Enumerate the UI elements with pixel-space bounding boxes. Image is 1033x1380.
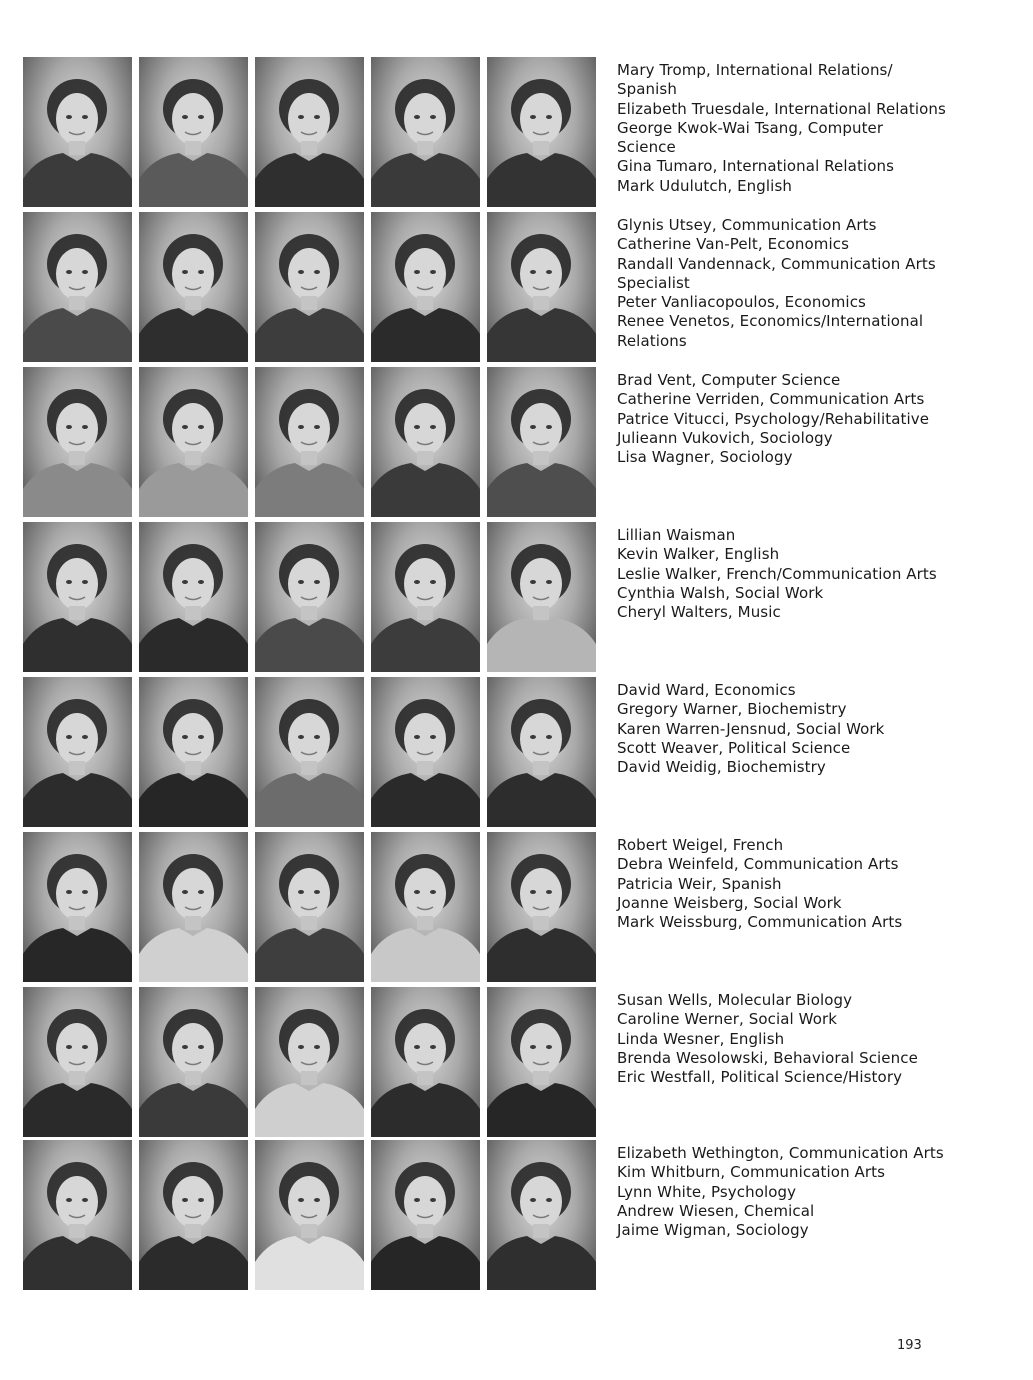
student-name-line: Gina Tumaro, International Relations	[617, 157, 894, 176]
student-name-list	[617, 836, 1027, 932]
student-name-line: Joanne Weisberg, Social Work	[617, 893, 842, 912]
student-name-line: Lynn White, Psychology	[617, 1182, 797, 1201]
student-name-list	[617, 1144, 1027, 1240]
portrait-strip	[23, 987, 603, 1137]
portrait-photo	[487, 522, 596, 672]
portrait-photo	[255, 832, 364, 982]
student-name-line: Randall Vandennack, Communication Arts	[617, 254, 936, 273]
portrait-photo	[255, 677, 364, 827]
student-name-line: Kim Whitburn, Communication Arts	[617, 1163, 886, 1182]
portrait-row	[0, 677, 1033, 827]
student-name-line: Renee Venetos, Economics/International	[617, 312, 924, 331]
portrait-row	[0, 1140, 1033, 1290]
student-name-line: Brad Vent, Computer Science	[617, 371, 841, 389]
student-name-line: Mary Tromp, International Relations/	[617, 61, 893, 79]
student-name-list	[617, 216, 1027, 351]
student-name-line: Patricia Weir, Spanish	[617, 874, 782, 893]
portrait-photo	[255, 212, 364, 362]
portrait-photo	[139, 1140, 248, 1290]
student-name-line: Andrew Wiesen, Chemical	[617, 1201, 815, 1220]
student-name-line: Elizabeth Truesdale, International Relations	[617, 99, 946, 118]
portrait-photo	[139, 677, 248, 827]
student-name-line: Relations	[617, 331, 687, 350]
student-name-line: Mark Udulutch, English	[617, 176, 792, 195]
student-name-line: Specialist	[617, 273, 690, 292]
portrait-photo	[23, 367, 132, 517]
portrait-photo	[255, 367, 364, 517]
student-name-line: Cynthia Walsh, Social Work	[617, 583, 824, 602]
student-name-line: Susan Wells, Molecular Biology	[617, 991, 853, 1009]
portrait-strip	[23, 522, 603, 672]
student-name-line: Glynis Utsey, Communication Arts	[617, 216, 877, 234]
student-name-line: Spanish	[617, 80, 677, 99]
portrait-strip	[23, 677, 603, 827]
portrait-photo	[255, 522, 364, 672]
portrait-photo	[487, 212, 596, 362]
student-name-line: Linda Wesner, English	[617, 1029, 785, 1048]
portrait-row	[0, 522, 1033, 672]
portrait-row	[0, 367, 1033, 517]
portrait-strip	[23, 1140, 603, 1290]
student-name-list	[617, 61, 1027, 196]
portrait-row	[0, 212, 1033, 362]
student-name-line: Debra Weinfeld, Communication Arts	[617, 855, 899, 874]
student-name-line: David Weidig, Biochemistry	[617, 758, 826, 777]
portrait-photo	[487, 1140, 596, 1290]
portrait-photo	[23, 677, 132, 827]
student-name-line: Catherine Van-Pelt, Economics	[617, 235, 849, 254]
portrait-photo	[371, 677, 480, 827]
student-name-line: Scott Weaver, Political Science	[617, 738, 851, 757]
student-name-line: Jaime Wigman, Sociology	[617, 1221, 809, 1240]
student-name-line: Mark Weissburg, Communication Arts	[617, 913, 903, 932]
student-name-line: Caroline Werner, Social Work	[617, 1010, 838, 1029]
portrait-photo	[139, 522, 248, 672]
portrait-photo	[487, 832, 596, 982]
portrait-photo	[255, 1140, 364, 1290]
student-name-line: Eric Westfall, Political Science/History	[617, 1068, 903, 1087]
student-name-line: Karen Warren-Jensnud, Social Work	[617, 719, 885, 738]
portrait-strip	[23, 367, 603, 517]
portrait-photo	[371, 212, 480, 362]
portrait-strip	[23, 57, 603, 207]
student-name-list	[617, 371, 1027, 467]
student-name-line: Robert Weigel, French	[617, 836, 784, 854]
portrait-photo	[371, 367, 480, 517]
student-name-line: Elizabeth Wethington, Communication Arts	[617, 1144, 944, 1162]
student-name-line: George Kwok-Wai Tsang, Computer	[617, 118, 884, 137]
student-name-line: Cheryl Walters, Music	[617, 603, 781, 622]
portrait-row	[0, 832, 1033, 982]
portrait-photo	[139, 57, 248, 207]
portrait-row	[0, 57, 1033, 207]
portrait-photo	[23, 1140, 132, 1290]
student-name-line: Peter Vanliacopoulos, Economics	[617, 293, 866, 312]
portrait-photo	[487, 987, 596, 1137]
portrait-photo	[139, 832, 248, 982]
student-name-line: Lisa Wagner, Sociology	[617, 448, 793, 467]
portrait-photo	[371, 832, 480, 982]
student-name-line: Kevin Walker, English	[617, 545, 780, 564]
portrait-photo	[371, 57, 480, 207]
portrait-photo	[255, 987, 364, 1137]
portrait-strip	[23, 212, 603, 362]
student-name-line: David Ward, Economics	[617, 681, 796, 699]
portrait-row	[0, 987, 1033, 1137]
student-name-line: Brenda Wesolowski, Behavioral Science	[617, 1048, 918, 1067]
portrait-strip	[23, 832, 603, 982]
portrait-photo	[487, 57, 596, 207]
portrait-photo	[371, 987, 480, 1137]
portrait-photo	[23, 522, 132, 672]
portrait-photo	[23, 57, 132, 207]
student-name-list	[617, 681, 1027, 777]
portrait-photo	[23, 832, 132, 982]
student-name-list	[617, 991, 1027, 1087]
portrait-photo	[139, 987, 248, 1137]
portrait-photo	[23, 212, 132, 362]
portrait-photo	[139, 367, 248, 517]
portrait-photo	[487, 677, 596, 827]
student-name-line: Science	[617, 138, 676, 157]
portrait-photo	[371, 1140, 480, 1290]
portrait-photo	[371, 522, 480, 672]
student-name-line: Julieann Vukovich, Sociology	[617, 428, 833, 447]
student-name-line: Patrice Vitucci, Psychology/Rehabilitative	[617, 409, 930, 428]
student-name-line: Gregory Warner, Biochemistry	[617, 700, 847, 719]
portrait-photo	[139, 212, 248, 362]
student-name-line: Catherine Verriden, Communication Arts	[617, 390, 925, 409]
page-number: 193	[897, 1338, 922, 1353]
portrait-photo	[255, 57, 364, 207]
student-name-line: Lillian Waisman	[617, 526, 736, 544]
portrait-photo	[23, 987, 132, 1137]
portrait-photo	[487, 367, 596, 517]
student-name-line: Leslie Walker, French/Communication Arts	[617, 564, 937, 583]
student-name-list	[617, 526, 1027, 622]
